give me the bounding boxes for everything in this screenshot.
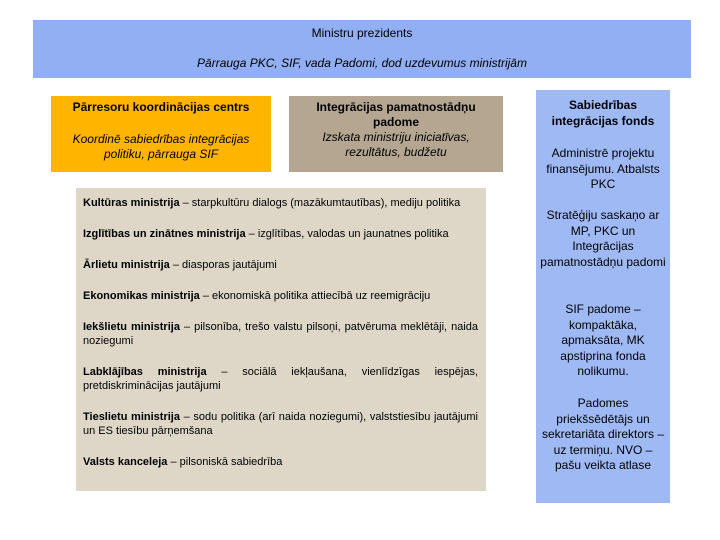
ministry-desc: – izglītības, valodas un jaunatnes politika	[245, 228, 449, 240]
prime-minister-box	[33, 20, 691, 78]
ministry-desc: – sociālā iekļaušana, vienlīdzīgas iespējas, pretdiskriminācijas jautājumi	[83, 366, 479, 392]
ministry-desc: – sodu politika (arī naida noziegumi), valststiesību jautājumi un ES tiesību pārņemšana	[83, 411, 479, 437]
fund-title: Sabiedrības integrācijas fonds	[551, 98, 655, 128]
ministry-name: Ekonomikas ministrija	[83, 290, 200, 302]
ministry-name: Iekšlietu ministrija	[83, 321, 180, 333]
ministry-item	[83, 227, 478, 241]
fund-box	[536, 90, 670, 503]
prime-minister-subtitle: Pārrauga PKC, SIF, vada Padomi, dod uzdevumus ministrijām	[197, 56, 527, 70]
ministries-box	[76, 188, 486, 491]
ministry-name: Valsts kanceleja	[83, 456, 168, 468]
ministry-name: Ārlietu ministrija	[83, 259, 170, 271]
fund-paragraph-4: Padomes priekšsēdētājs un sekretariāta direktors – uz termiņu. NVO – pašu veikta atlase	[541, 396, 665, 472]
ministry-item	[83, 455, 478, 469]
fund-paragraph-1: Administrē projektu finansējumu. Atbalsts PKC	[546, 146, 660, 191]
fund-paragraph-3: SIF padome – kompaktāka, apmaksāta, MK apstiprina fonda nolikumu.	[560, 302, 646, 378]
prime-minister-title: Ministru prezidents	[311, 26, 413, 40]
ministry-desc: – diasporas jautājumi	[169, 259, 277, 271]
ministry-name: Labklājības ministrija	[83, 366, 207, 378]
council-box	[289, 96, 503, 172]
ministry-desc: – starpkultūru dialogs (mazākumtautības), mediju politika	[179, 197, 461, 209]
council-description: Izskata ministriju iniciatīvas, rezultātus, budžetu	[322, 130, 470, 159]
ministry-name: Kultūras ministrija	[83, 197, 180, 209]
ministry-item	[83, 320, 478, 348]
ministry-desc: – pilsonība, trešo valstu pilsoņi, patvēruma meklētāji, naida noziegumi	[83, 321, 478, 347]
pkc-description: Koordinē sabiedrības integrācijas politiku, pārrauga SIF	[72, 132, 250, 161]
ministry-item	[83, 365, 478, 393]
ministry-item	[83, 289, 478, 303]
ministry-desc: – pilsoniskā sabiedrība	[167, 456, 283, 468]
ministry-name: Tieslietu ministrija	[83, 411, 180, 423]
ministry-item	[83, 258, 478, 272]
pkc-title: Pārresoru koordinācijas centrs	[72, 100, 250, 114]
ministry-item	[83, 410, 478, 438]
ministry-item	[83, 196, 478, 210]
council-title: Integrācijas pamatnostādņu padome	[316, 100, 476, 129]
pkc-box	[51, 96, 271, 172]
fund-paragraph-2: Stratēģiju saskaņo ar MP, PKC un Integrācijas pamatnostādņu padomi	[540, 208, 666, 269]
ministry-desc: – ekonomiskā politika attiecībā uz reemigrāciju	[199, 290, 431, 302]
ministry-name: Izglītības un zinātnes ministrija	[83, 228, 246, 240]
